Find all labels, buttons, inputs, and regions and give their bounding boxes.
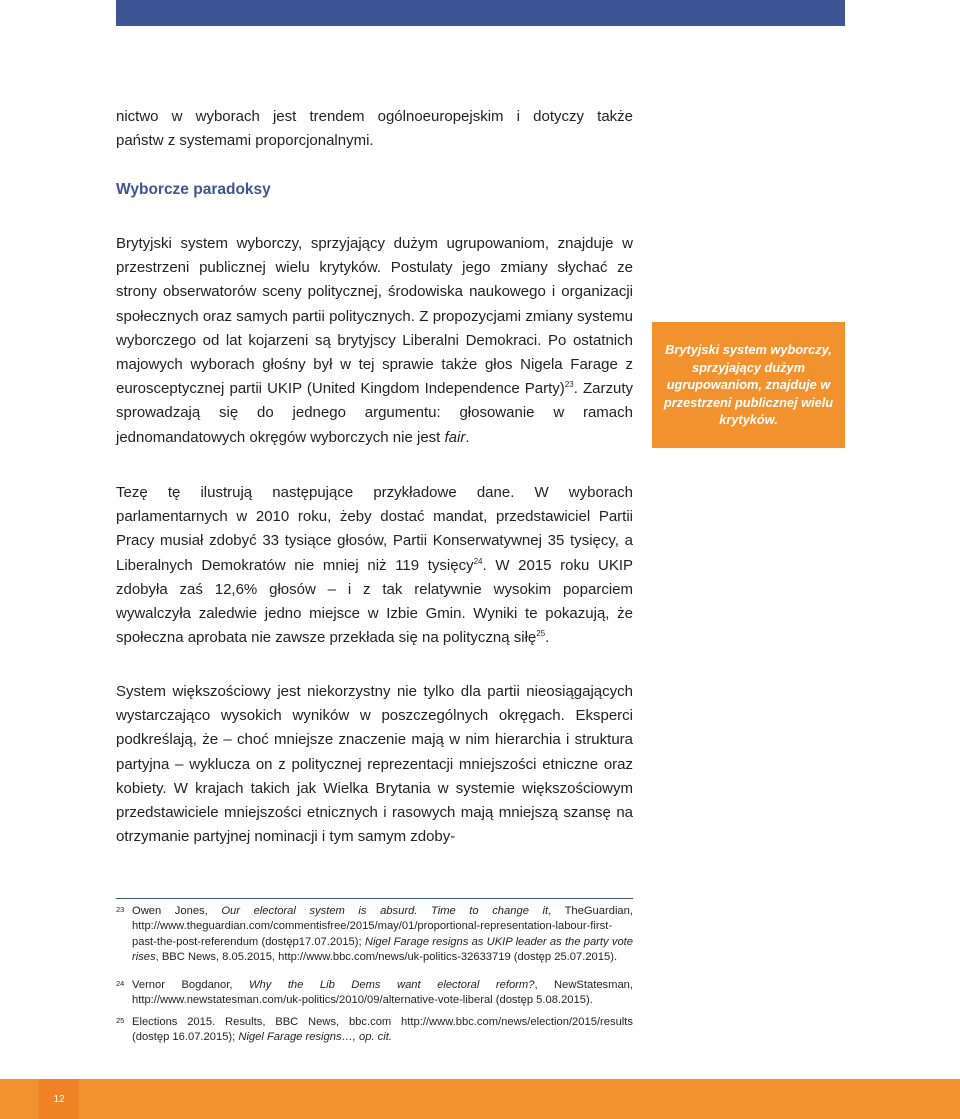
top-color-bar: [116, 0, 845, 26]
intro-line-1: nictwo w wyborach jest trendem ogólnoeuropejskim i dotyczy także: [116, 108, 633, 125]
footnote-title: Nigel Farage resigns as UKIP leader as the party vote rises: [132, 935, 633, 963]
paragraph-3: System większościowy jest niekorzystny nie tylko dla partii nieosiągających wystarczająco wysokich wyników w poszczególnych okręgach. Eksperci podkreślają, że – choć mniejsze znaczenie mają w nim hierarchia i struktura partyjna – wyklucza on z politycznej reprezentacji mniejszości etniczne oraz kobiety. W krajach takich jak Wielka Brytania w systemie większościowym przedstawiciele mniejszości etnicznych i rasowych mają mniejszą szansę na otrzymanie partyjnej nominacji i tym samym zdoby-: [116, 683, 633, 846]
page-number: 12: [39, 1079, 79, 1119]
paragraph-1-after: . Zarzuty sprowadzają się do jednego argumentu: głosowanie w ramach jednomandatowych okręgów wyborczych nie jest: [116, 380, 633, 446]
footnote-ref-25[interactable]: 25: [536, 629, 546, 639]
footnote-text: [116, 904, 633, 965]
footnote-25: [116, 1015, 633, 1046]
pull-quote-text: Brytyjski system wyborczy, sprzyjający dużym ugrupowaniom, znajduje w przestrzeni publicznej wielu krytyków.: [663, 342, 834, 428]
footnote-source[interactable]: , NewStatesman, http://www.newstatesman.com/uk-politics/2010/09/alternative-vote-liberal (dostęp 5.08.2015).: [132, 979, 634, 1007]
footnote-number: 24: [116, 979, 125, 988]
intro-line-2: państw z systemami proporcjonalnymi.: [116, 132, 374, 150]
footnote-24: [116, 978, 633, 1009]
footnote-author: Vernor Bogdanor,: [132, 979, 249, 991]
footnote-ref-23[interactable]: 23: [564, 380, 574, 390]
section-heading: Wyborcze paradoksy: [116, 181, 271, 198]
paragraph-1: [116, 232, 633, 450]
paragraph-1-italic: fair: [444, 428, 466, 446]
footnote-number: 23: [116, 905, 125, 914]
footnote-title: Our electoral system is absurd. Time to change it: [221, 905, 549, 917]
footnote-source[interactable]: Elections 2015. Results, BBC News, bbc.com http://www.bbc.com/news/election/2015/results (dostęp 16.07.2015);: [132, 1016, 633, 1044]
footnote-divider: [116, 898, 633, 899]
footnote-source[interactable]: , BBC News, 8.05.2015, http://www.bbc.com/news/uk-politics-32633719 (dostęp 25.07.2015).: [155, 950, 618, 963]
footnote-text: [116, 1015, 633, 1046]
footnote-source[interactable]: , TheGuardian, http://www.theguardian.com/commentisfree/2015/may/01/proportional-representation-labour-first-past-the-post-referendum (dostęp17.07.2015);: [132, 905, 633, 948]
paragraph-2-text: Tezę tę ilustrują następujące przykładowe dane. W wyborach parlamentarnych w 2010 roku, żeby dostać mandat, przedstawiciel Partii Pracy musiał zdobyć 33 tysiące głosów, Partii Konserwatywnej 35 tysięcy, a Liberalnych Demokratów nie mniej niż 119 tysięcy: [116, 484, 633, 574]
paragraph-2-end: .: [545, 629, 550, 647]
footnote-text: [116, 978, 633, 1009]
bottom-color-bar: [0, 1079, 960, 1119]
paragraph-2: [116, 481, 633, 650]
footnote-author: Owen Jones,: [132, 905, 222, 917]
intro-paragraph: [116, 105, 633, 153]
footnote-ref-24[interactable]: 24: [473, 556, 483, 566]
footnote-23: [116, 904, 633, 965]
paragraph-1-text: Brytyjski system wyborczy, sprzyjający dużym ugrupowaniom, znajduje w przestrzeni publicznej wielu krytyków. Postulaty jego zmiany słychać ze strony obserwatorów sceny politycznej, środowiska naukowego i organizacji społecznych oraz samych partii politycznych. Z propozycjami zmiany systemu wyborczego od lat kojarzeni są brytyjscy Liberalni Demokraci. Po ostatnich majowych wyborach głośny był w tej sprawie także głos Nigela Farage z eurosceptycznej partii UKIP (United Kingdom Independence Party): [116, 235, 633, 398]
paragraph-1-end: .: [465, 428, 470, 446]
pull-quote-box: [652, 322, 845, 448]
footnote-title: Nigel Farage resigns…, op. cit.: [238, 1031, 392, 1044]
paragraph-2-mid: . W 2015 roku UKIP zdobyła zaś 12,6% głosów – i z tak relatywnie wysokim poparciem wywalczyła zaledwie jedno miejsce w Izbie Gmin. Wyniki te pokazują, że społeczna aprobata nie zawsze przekłada się na polityczną siłę: [116, 556, 634, 647]
footnote-title: Why the Lib Dems want electoral reform?: [248, 979, 535, 991]
footnote-number: 25: [116, 1016, 125, 1025]
